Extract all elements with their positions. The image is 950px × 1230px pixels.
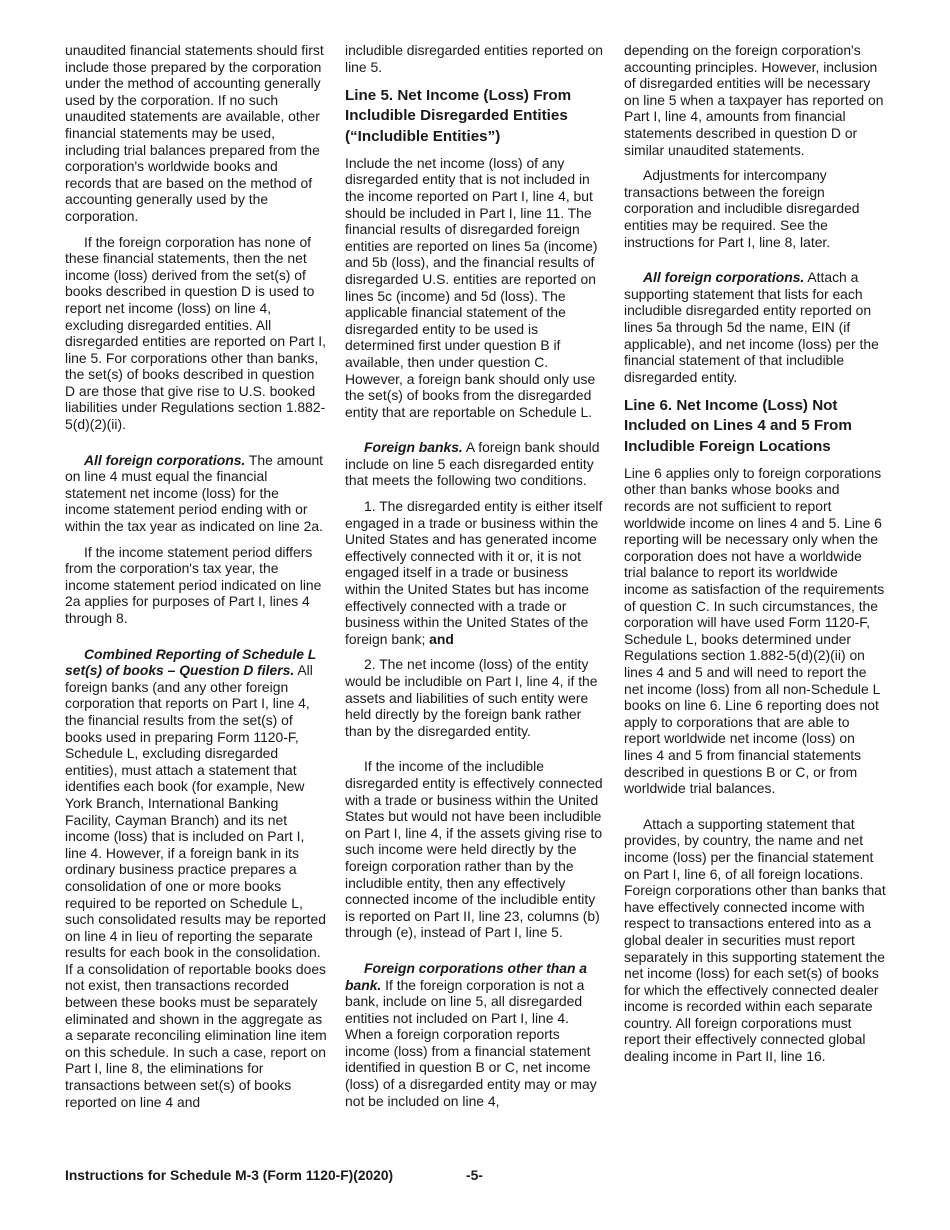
conjunction: and bbox=[429, 630, 454, 647]
paragraph: includible disregarded entities reported on line 5. bbox=[345, 42, 603, 75]
paragraph bbox=[345, 439, 607, 489]
paragraph-text: If the foreign corporation is not a bank, include on line 5, all disregarded entities not included on Part I, line 4. When a foreign corporation reports income (loss) from a financial statement identified in question B or C, net income (loss) of a disregarded entity may or may not be included on line 4, bbox=[345, 976, 597, 1109]
list-item-text: 1. The disregarded entity is either itself engaged in a trade or business within the United States and has generated income effectively connected with it or, it is not engaged itself in a trade or business within the United States but has income effectively connected with a trade or business within the United States of the foreign bank; bbox=[345, 498, 603, 647]
section-heading: Line 5. Net Income (Loss) From Includible Disregarded Entities (“Includible Entities”) bbox=[345, 87, 572, 145]
column-3 bbox=[624, 42, 886, 1074]
list-item: 2. The net income (loss) of the entity would be includible on Part I, line 4, if the assets and liabilities of such entity were held directly by the foreign bank rather than by the disregarded entity. bbox=[345, 656, 598, 739]
list-item bbox=[345, 498, 607, 647]
paragraph: Include the net income (loss) of any disregarded entity that is not included in the income reported on Part I, line 4, but should be included in Part I, line 11. The financial results of disregarded foreign entities are reported on lines 5a (income) and 5b (loss), and the financial results of disregarded U.S. entities are reported on lines 5c (income) and 5d (loss). The applicable financial statement of the disregarded entity to be used is determined first under question B if available, then under question C. However, a foreign bank should only use the set(s) of books from the disregarded entity that are reportable on Schedule L. bbox=[345, 154, 598, 420]
paragraph: depending on the foreign corporation's accounting principles. However, inclusion of disregarded entities will be necessary on line 5 when a taxpayer has reported on Part I, line 4, amounts from financial statements described in question D or similar unaudited statements. bbox=[624, 42, 884, 158]
paragraph: If the income statement period differs from the corporation's tax year, the income statement period indicated on line 2a applies for purposes of Part I, lines 4 through 8. bbox=[65, 543, 322, 626]
run-in-heading: Combined Reporting of Schedule L set(s) of books – Question D filers. bbox=[65, 645, 317, 679]
paragraph bbox=[624, 269, 886, 385]
paragraph: If the income of the includible disregarded entity is effectively connected with a trade or business within the United States but would not have been includible on Part I, line 4, if the assets giving rise to such income were held directly by the foreign corporation rather than by the includible entity, then any effectively connected income of the includible entity is reported on Part II, line 23, columns (b) through (e), instead of Part I, line 5. bbox=[345, 758, 603, 941]
paragraph bbox=[345, 960, 607, 1109]
paragraph-text: Attach a supporting statement that lists for each includible disregarded entity reported on lines 5a through 5d the name, EIN (if applicable), and net income (loss) per the financial statement of that includible disregarded entity. bbox=[624, 269, 879, 385]
column-1 bbox=[65, 42, 327, 1119]
run-in-heading: Foreign corporations other than a bank. bbox=[345, 959, 588, 993]
run-in-heading: Foreign banks. bbox=[364, 439, 463, 456]
section-heading: Line 6. Net Income (Loss) Not Included on Lines 4 and 5 From Includible Foreign Locations bbox=[624, 397, 852, 455]
paragraph-text: The amount on line 4 must equal the financial statement net income (loss) for the income statement period ending with or within the tax year as indicated on line 2a. bbox=[65, 451, 324, 535]
page-number: -5- bbox=[466, 1168, 483, 1183]
run-in-heading: All foreign corporations. bbox=[84, 451, 246, 468]
paragraph: Adjustments for intercompany transactions between the foreign corporation and includible disregarded entities may be required. See the instructions for Part I, line 8, later. bbox=[624, 167, 860, 250]
paragraph: unaudited financial statements should first include those prepared by the corporation under the method of accounting generally used by the corporation. If no such unaudited statements are available, other financial statements may be used, including trial balances prepared from the corporation's worldwide books and records that are based on the method of accounting generally used by the corporation. bbox=[65, 42, 324, 224]
paragraph bbox=[65, 452, 327, 535]
run-in-heading: All foreign corporations. bbox=[643, 269, 805, 286]
footer-title: Instructions for Schedule M-3 (Form 1120-F)(2020) bbox=[65, 1168, 394, 1183]
paragraph-text: A foreign bank should include on line 5 each disregarded entity that meets the following two conditions. bbox=[345, 439, 600, 489]
paragraph: Attach a supporting statement that provides, by country, the name and net income (loss) per the financial statement on Part I, line 6, of all foreign locations. Foreign corporations other than banks that have effectively connected income with respect to transactions entered into as a global dealer in securities must report separately in this supporting statement the net income (loss) for each set(s) of books for which the effectively connected dealer income is recorded within each separate country. All foreign corporations must report their effectively connected global dealing income in Part II, line 16. bbox=[624, 815, 886, 1065]
paragraph: If the foreign corporation has none of these financial statements, then the net income (loss) derived from the set(s) of books described in question D is used to report net income (loss) on line 4, excluding disregarded entities. All disregarded entities are reported on Part I, line 5. For corporations other than banks, the set(s) of books described in question D are those that give rise to U.S. booked liabilities under Regulations section 1.882-5(d)(2)(ii). bbox=[65, 233, 326, 433]
column-2 bbox=[345, 42, 607, 1118]
paragraph: Line 6 applies only to foreign corporations other than banks whose books and records are not sufficient to report worldwide income on lines 4 and 5. Line 6 reporting will be necessary only when the corporation does not have a worldwide trial balance to report its worldwide income as satisfaction of the requirements of question C. In such circumstances, the corporation will have used Form 1120-F, Schedule L, books determined under Regulations section 1.882-5(d)(2)(ii) on lines 4 and 5 and will need to report the net income (loss) from all non-Schedule L books on line 6. Line 6 reporting does not apply to corporations that are able to report worldwide net income (loss) on lines 4 and 5 from financial statements described in questions B or C, or from worldwide trial balances. bbox=[624, 464, 885, 797]
paragraph bbox=[65, 646, 327, 1111]
paragraph-text: All foreign banks (and any other foreign corporation that reports on Part I, line 4, the financial results from the set(s) of books used in preparing Form 1120-F, Schedule L, excluding disregarded entities), must attach a statement that identifies each book (for example, New York Branch, International Banking Facility, Cayman Branch) and its net income (loss) that is included on Part I, line 4. However, if a foreign bank in its ordinary business practice prepares a consolidation of one or more books required to be reported on Schedule L, such consolidated results may be reported on line 4 in lieu of reporting the separate results for each book in the consolidation. If a consolidation of reportable books does not exist, then transactions recorded between these books must be separately eliminated and shown in the aggregate as a separate reconciling elimination line item on this schedule. In such a case, report on Part I, line 8, the eliminations for transactions between set(s) of books reported on line 4 and bbox=[65, 662, 327, 1110]
